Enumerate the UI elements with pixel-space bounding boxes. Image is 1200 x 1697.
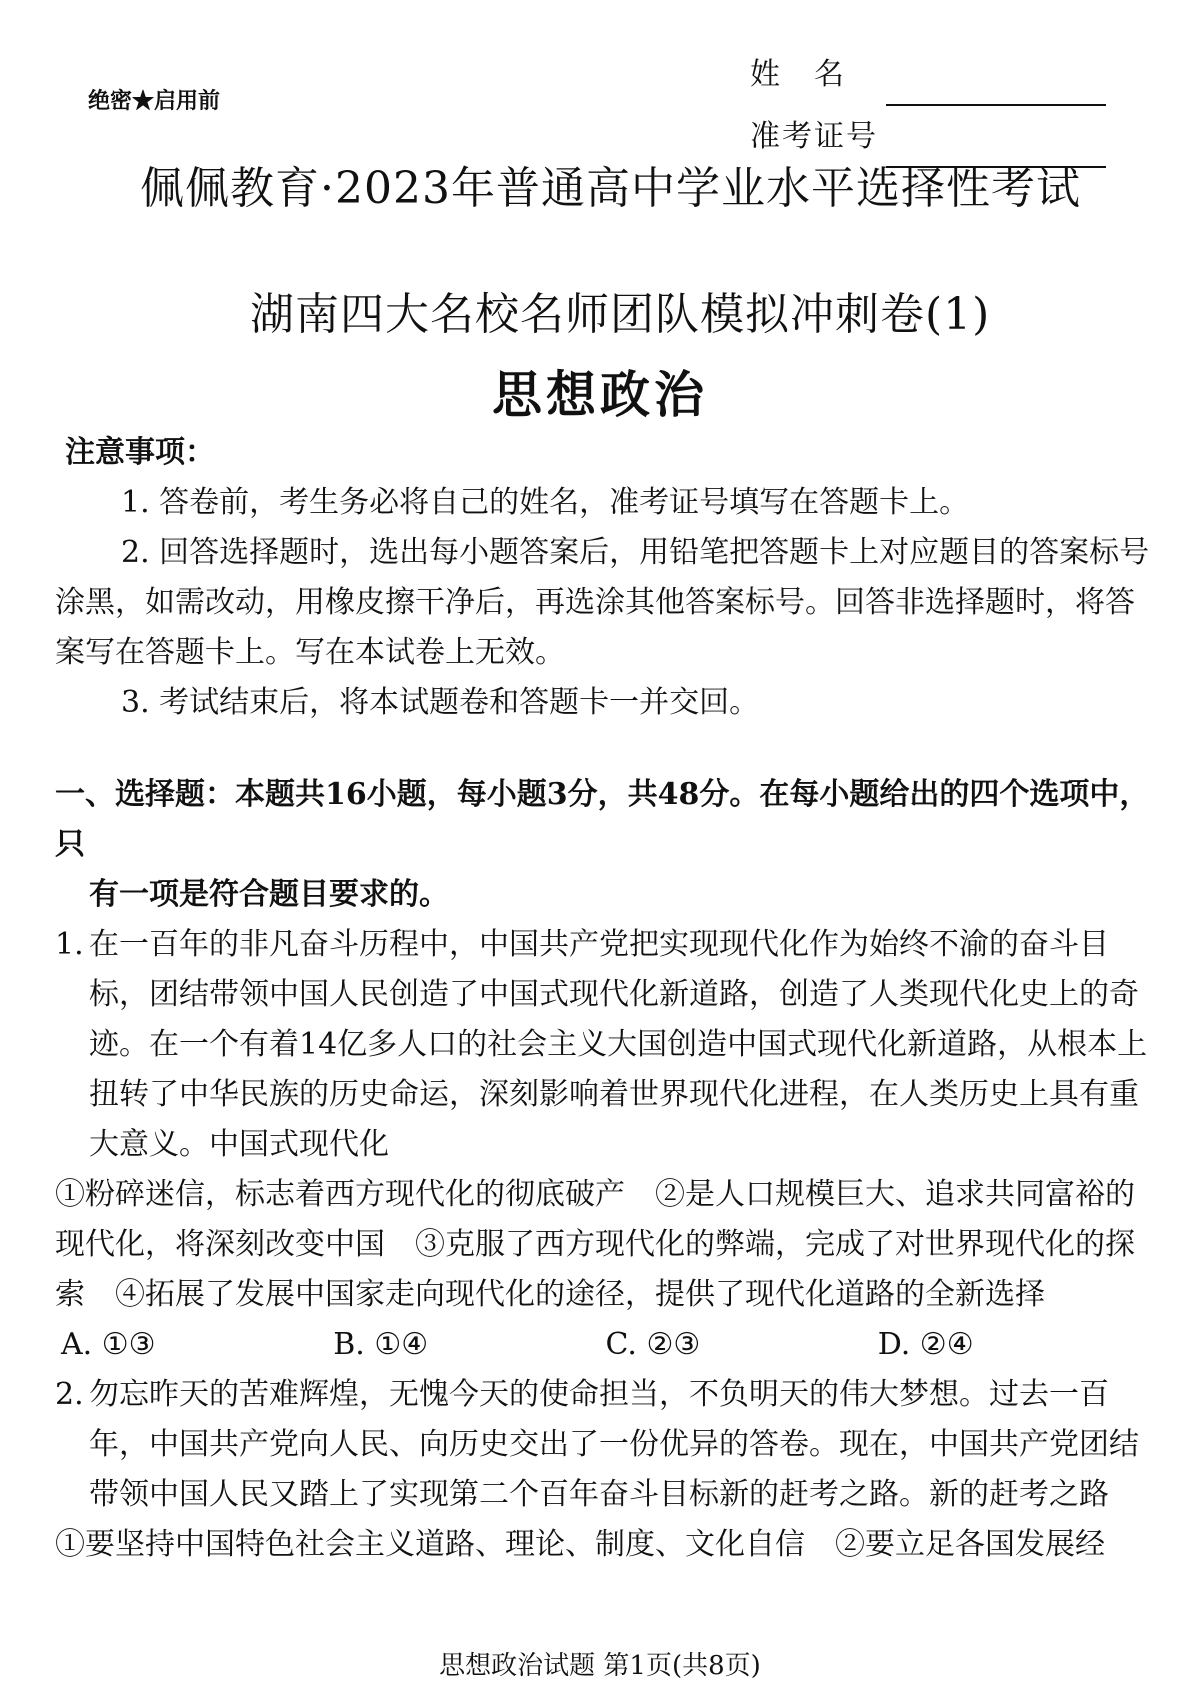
choice-a: A. ①③ xyxy=(61,1327,156,1362)
confidential-label: 绝密★启用前 xyxy=(88,88,221,114)
exam-body xyxy=(55,428,1150,1570)
subject-title: 思想政治 xyxy=(492,365,708,424)
notice-item-3: 3. 考试结束后，将本试题卷和答题卡一并交回。 xyxy=(121,685,760,720)
section-heading-cont: 有一项是符合题目要求的。 xyxy=(89,877,449,912)
exam-subtitle: 湖南四大名校名师团队模拟冲刺卷(1) xyxy=(250,289,991,340)
name-field xyxy=(750,44,1106,106)
question-1-options: ①粉碎迷信，标志着西方现代化的彻底破产 ②是人口规模巨大、追求共同富裕的现代化，将深刻改变中国 ③克服了西方现代化的弊端，完成了对世界现代化的探索 ④拓展了发展中国家走向现代化的途径，提供了现代化道路的全新选择 xyxy=(55,1177,1135,1312)
candidate-fields xyxy=(750,44,1106,168)
question-2 xyxy=(55,1370,1150,1520)
question-1-number: 1. xyxy=(55,927,84,962)
question-2-options: ①要坚持中国特色社会主义道路、理论、制度、文化自信 ②要立足各国发展经 xyxy=(55,1527,1105,1562)
section-heading: 一、选择题：本题共16小题，每小题3分，共48分。在每小题给出的四个选项中，只 xyxy=(55,777,1150,862)
question-1-stem: 在一百年的非凡奋斗历程中，中国共产党把实现现代化作为始终不渝的奋斗目标，团结带领中国人民创造了中国式现代化新道路，创造了人类现代化史上的奇迹。在一个有着14亿多人口的社会主义大国创造中国式现代化新道路，从根本上扭转了中华民族的历史命运，深刻影响着世界现代化进程，在人类历史上具有重大意义。中国式现代化 xyxy=(89,927,1148,1162)
name-label: 姓 名 xyxy=(750,57,846,92)
question-1 xyxy=(55,920,1150,1170)
name-blank xyxy=(886,64,1106,106)
choice-b: B. ①④ xyxy=(333,1327,429,1362)
choice-d: D. ②④ xyxy=(877,1327,974,1362)
exam-title: 佩佩教育·2023年普通高中学业水平选择性考试 xyxy=(140,163,1081,214)
question-1-choices xyxy=(55,1320,1150,1370)
question-2-number: 2. xyxy=(55,1377,84,1412)
notice-item-1: 1. 答卷前，考生务必将自己的姓名，准考证号填写在答题卡上。 xyxy=(121,485,970,520)
notice-item-2: 2. 回答选择题时，选出每小题答案后，用铅笔把答题卡上对应题目的答案标号涂黑，如需改动，用橡皮擦干净后，再选涂其他答案标号。回答非选择题时，将答案写在答题卡上。写在本试卷上无效。 xyxy=(55,535,1150,670)
notice-heading: 注意事项： xyxy=(65,435,215,470)
page-footer: 思想政治试题 第1页(共8页) xyxy=(439,1651,761,1681)
question-2-stem: 勿忘昨天的苦难辉煌，无愧今天的使命担当，不负明天的伟大梦想。过去一百年，中国共产党向人民、向历史交出了一份优异的答卷。现在，中国共产党团结带领中国人民又踏上了实现第二个百年奋斗目标新的赶考之路。新的赶考之路 xyxy=(89,1377,1139,1512)
choice-c: C. ②③ xyxy=(605,1327,701,1362)
ticket-label: 准考证号 xyxy=(750,119,878,154)
